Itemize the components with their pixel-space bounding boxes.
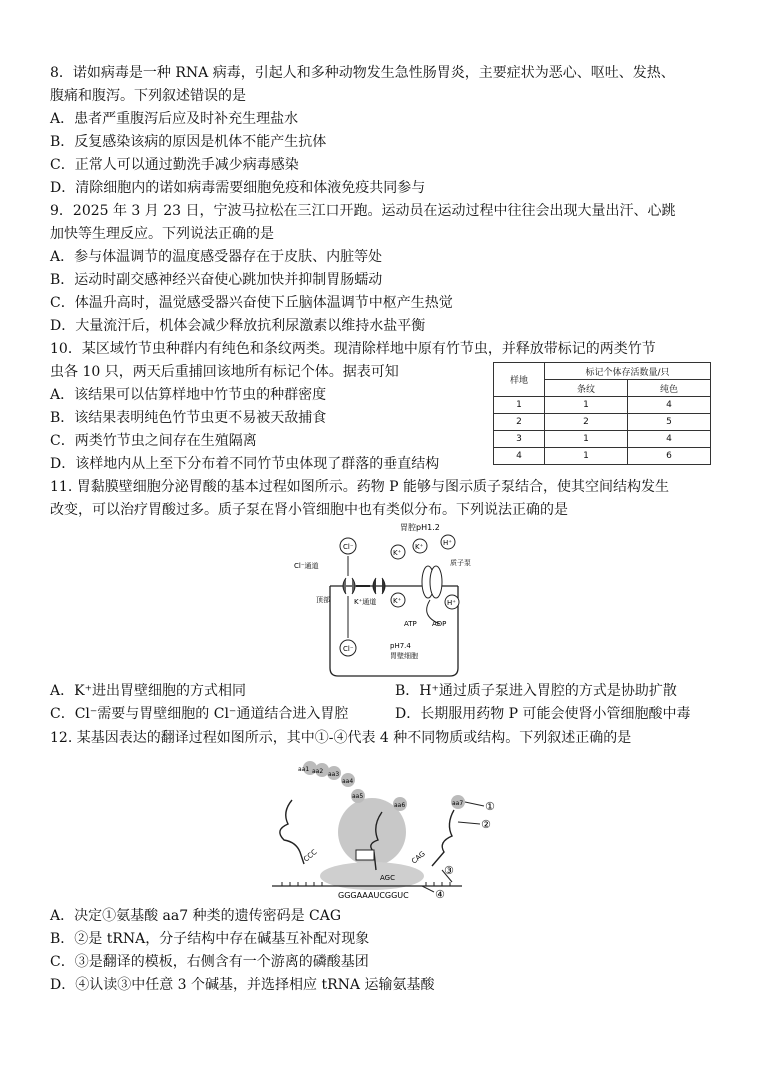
table-cell: 1 [545,448,628,465]
anticodon-2: AGC [380,874,395,882]
trna-right [432,810,454,866]
q12-option-c: C．③是翻译的模板，右侧含有一个游离的磷酸基团 [50,954,369,970]
proton-pump-diagram [290,520,480,680]
q9-option-a: A．参与体温调节的温度感受器存在于皮肤、内脏等处 [50,249,383,265]
table-cell: 1 [545,397,628,414]
q9-stem-line2: 加快等生理反应。下列说法正确的是 [50,226,274,242]
q11-option-d: D．长期服用药物 P 可能会使肾小管细胞酸中毒 [395,706,691,722]
q11-stem-line1: 11. 胃黏膜壁细胞分泌胃酸的基本过程如图所示。药物 P 能够与图示质子泵结合，使其空间结构发生 [50,479,670,495]
marker-line [458,822,480,824]
table-cell: 4 [627,431,710,448]
trna-left [280,800,304,864]
table-cell: 2 [494,414,545,431]
q8-option-b: B．反复感染该病的原因是机体不能产生抗体 [50,134,327,150]
k-ion-label: K⁺ [393,549,402,557]
q8-stem-line2: 腹痛和腹泻。下列叙述错误的是 [50,88,246,104]
q11-stem-line2: 改变，可以治疗胃酸过多。质子泵在肾小管细胞中也有类似分布。下列说法正确的是 [50,502,568,518]
atp-label: ATP [404,620,417,628]
table-cell: 5 [627,414,710,431]
table-header-group: 标记个体存活数量/只 [545,363,711,380]
q10-stem-line1: 10．某区域竹节虫种群内有纯色和条纹两类。现清除样地中原有竹节虫，并释放带标记的两类竹节 [50,341,656,357]
table-cell: 3 [494,431,545,448]
translation-diagram [262,752,512,902]
h-ion-label: H⁺ [443,539,452,547]
q10-option-c: C．两类竹节虫之间存在生殖隔离 [50,433,257,449]
aa1-label: aa1 [298,766,310,773]
cell-ph-label: pH7.4 [390,642,411,650]
q12-stem: 12. 某基因表达的翻译过程如图所示，其中①-④代表 4 种不同物质或结构。下列叙述正确的是 [50,730,632,746]
proton-pump-label: 质子泵 [450,559,471,567]
q10-option-b: B．该结果表明纯色竹节虫更不易被天敌捕食 [50,410,327,426]
membrane-label: 顶部 [316,596,330,604]
aa6-label: aa6 [394,802,406,809]
cl-channel-label: Cl⁻通道 [294,562,319,570]
survival-table [493,362,711,465]
table-cell: 6 [627,448,710,465]
marker-line [465,802,484,806]
table-row [494,448,711,465]
q10-option-a: A．该结果可以估算样地中竹节虫的种群密度 [50,387,327,403]
cl-ion-label: Cl⁻ [343,645,354,653]
table-cell: 2 [545,414,628,431]
table-cell: 4 [494,448,545,465]
k-ion-label: K⁺ [415,543,424,551]
q8-option-c: C．正常人可以通过勤洗手减少病毒感染 [50,157,299,173]
q8-stem-line1: 8．诺如病毒是一种 RNA 病毒，引起人和多种动物发生急性肠胃炎，主要症状为恶心、呕吐、发热、 [50,65,675,81]
anticodon-3: CAG [410,849,427,866]
ribosome-site [356,850,374,860]
table-cell: 1 [494,397,545,414]
marker-4: ④ [435,888,445,901]
q11-option-b: B．H⁺通过质子泵进入胃腔的方式是协助扩散 [395,683,677,699]
marker-1: ① [485,800,495,813]
q10-option-d: D．该样地内从上至下分布着不同竹节虫体现了群落的垂直结构 [50,456,440,472]
table-header-site: 样地 [494,363,545,397]
table-row [494,431,711,448]
mrna-sequence: GGGAAAUCGGUC [338,891,409,900]
cl-channel-shape [352,578,355,594]
k-channel-shape [382,578,385,594]
q8-option-a: A．患者严重腹泻后应及时补充生理盐水 [50,111,299,127]
aa5-label: aa5 [352,793,364,800]
aa7-label: aa7 [452,800,464,807]
k-ion-label: K⁺ [393,597,402,605]
lumen-label: 胃腔pH1.2 [400,523,440,532]
q10-stem-line2: 虫各 10 只，两天后重捕回该地所有标记个体。据表可知 [50,364,399,380]
table-header-striped: 条纹 [545,380,628,397]
k-channel-label: K⁺通道 [354,598,377,606]
q9-option-c: C．体温升高时，温觉感受器兴奋使下丘脑体温调节中枢产生热觉 [50,295,453,311]
marker-3: ③ [444,864,454,877]
h-ion-label: H⁺ [447,599,456,607]
aa3-label: aa3 [328,771,340,778]
q9-stem-line1: 9．2025 年 3 月 23 日，宁波马拉松在三江口开跑。运动员在运动过程中往往会出现大量出汗、心跳 [50,203,676,219]
marker-line [422,886,434,892]
anticodon-1: CCC [302,847,319,864]
table-header-solid: 纯色 [627,380,710,397]
q12-option-b: B．②是 tRNA，分子结构中存在碱基互补配对现象 [50,931,370,947]
table-row [494,397,711,414]
table-cell: 4 [627,397,710,414]
k-channel-shape [373,578,376,594]
q11-option-a: A．K⁺进出胃壁细胞的方式相同 [50,683,246,699]
aa2-label: aa2 [312,768,324,775]
q12-option-a: A．决定①氨基酸 aa7 种类的遗传密码是 CAG [50,908,342,924]
proton-pump-shape [430,566,442,598]
q9-option-d: D．大量流汗后，机体会减少释放抗利尿激素以维持水盐平衡 [50,318,426,334]
adp-label: ADP [432,620,447,628]
cell-label: 胃壁细胞 [390,652,418,660]
q11-option-c: C．Cl⁻需要与胃壁细胞的 Cl⁻通道结合进入胃腔 [50,706,349,722]
aa4-label: aa4 [342,778,354,785]
marker-2: ② [481,818,491,831]
q9-option-b: B．运动时副交感神经兴奋使心跳加快并抑制胃肠蠕动 [50,272,383,288]
table-row [494,414,711,431]
table-cell: 1 [545,431,628,448]
q8-option-d: D．清除细胞内的诺如病毒需要细胞免疫和体液免疫共同参与 [50,180,426,196]
q12-option-d: D．④认读③中任意 3 个碱基，并选择相应 tRNA 运输氨基酸 [50,977,435,993]
cl-ion-label: Cl⁻ [343,543,354,551]
cl-channel-shape [343,578,346,594]
